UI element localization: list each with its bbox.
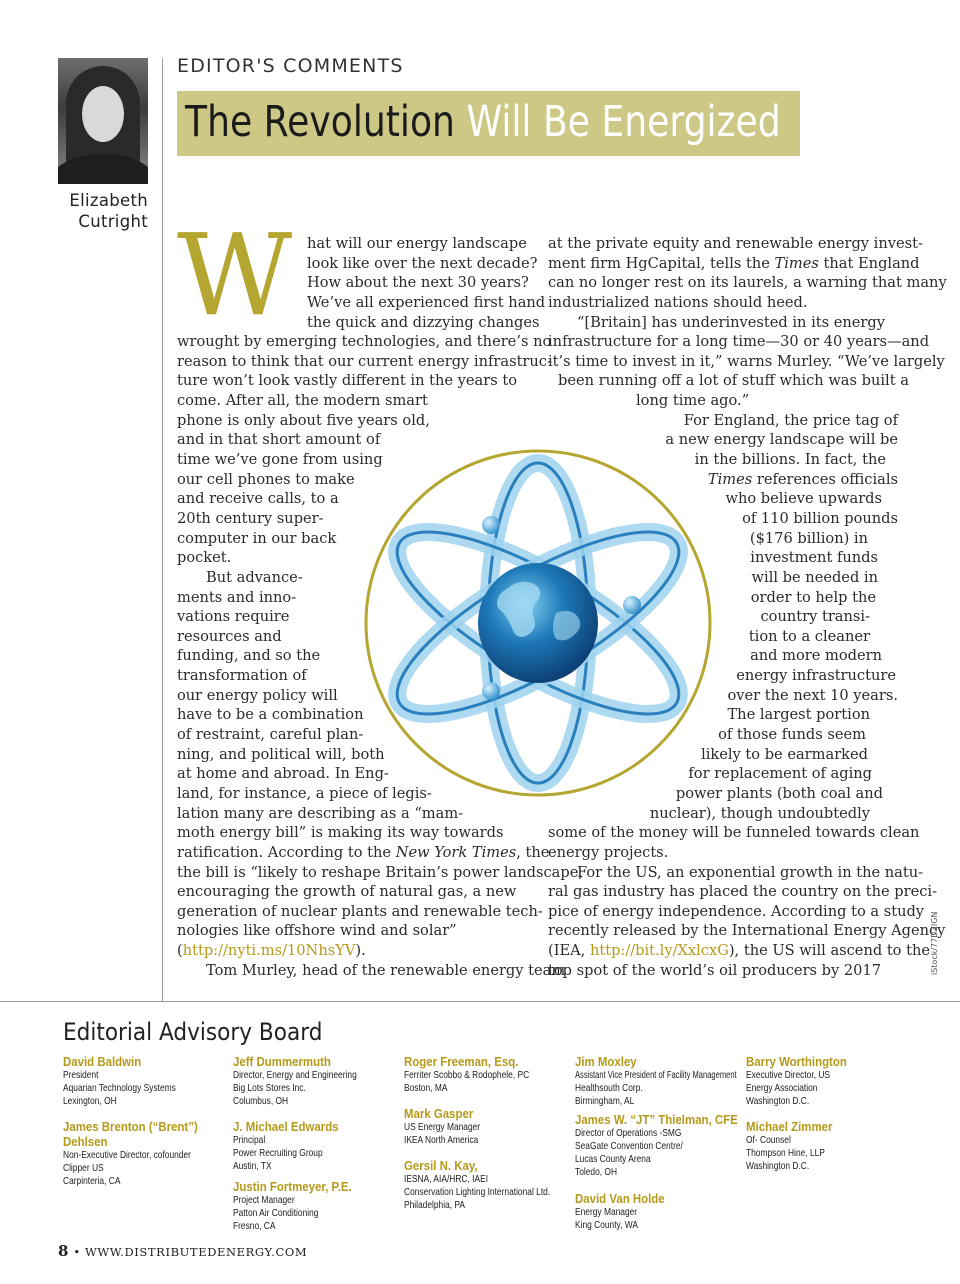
member-line: Washington D.C. <box>746 1160 810 1172</box>
member-line: Energy Association <box>746 1082 818 1094</box>
text-line: ture won’t look vastly different in the years to <box>177 372 518 390</box>
text-line: of 110 billion pounds <box>742 509 898 527</box>
text-fragment: ment firm HgCapital, tells the <box>548 254 770 272</box>
member-line: Healthsouth Corp. <box>575 1082 643 1094</box>
member-line: Principal <box>233 1134 266 1146</box>
text-fragment: ( <box>177 942 183 960</box>
times-title: Times <box>774 254 819 272</box>
atom-globe-illustration <box>358 413 718 833</box>
text-line: come. After all, the modern smart <box>177 392 428 410</box>
board-member <box>575 1191 677 1232</box>
member-line: Toledo, OH <box>575 1166 618 1178</box>
text-line: will be needed in <box>751 568 878 586</box>
text-line: at the private equity and renewable energy invest- <box>548 235 923 252</box>
photo-credit: iStock/77DZIGN <box>930 911 939 975</box>
member-line: Energy Manager <box>575 1206 638 1218</box>
member-line: IKEA North America <box>404 1134 479 1146</box>
orbit-node <box>482 682 500 700</box>
text-line: it’s time to invest in it,” warns Murley. “We’ve largely <box>548 352 945 370</box>
text-line: and in that short amount of <box>177 431 381 449</box>
board-member <box>233 1119 353 1173</box>
text-line: time we’ve gone from using <box>177 451 383 469</box>
board-member <box>63 1119 213 1188</box>
text-line: vations require <box>177 608 290 626</box>
member-name: David Van Holde <box>575 1191 665 1206</box>
text-line: land, for instance, a piece of legis- <box>177 784 432 802</box>
text-fragment: ), the US will ascend to the <box>728 942 931 960</box>
text-line: funding, and so the <box>177 647 321 665</box>
orbit-node <box>623 596 641 614</box>
text-line: and more modern <box>750 647 882 665</box>
member-name: David Baldwin <box>63 1054 142 1069</box>
author-photo <box>58 58 148 184</box>
section-label: EDITOR'S COMMENTS <box>177 55 404 77</box>
member-line: Conservation Lighting International Ltd. <box>404 1186 551 1198</box>
text-line: investment funds <box>750 549 878 567</box>
member-line: Austin, TX <box>233 1160 272 1172</box>
text-line: a new energy landscape will be <box>665 431 898 449</box>
vertical-divider <box>162 58 163 1002</box>
text-fragment: (IEA, <box>548 942 586 960</box>
times-title: Times <box>707 470 753 488</box>
member-name: James Brenton (“Brent”) Dehlsen <box>63 1119 198 1149</box>
text-line: of restraint, careful plan- <box>177 726 364 744</box>
member-line: Fresno, CA <box>233 1220 276 1232</box>
board-member <box>575 1112 760 1179</box>
author-first-name: Elizabeth <box>69 191 148 210</box>
text-line: energy infrastructure <box>736 667 896 685</box>
text-line: moth energy bill” is making its way towards <box>177 824 504 842</box>
member-line: Director, Energy and Engineering <box>233 1069 357 1081</box>
text-line: order to help the <box>750 588 876 606</box>
text-line: nuclear), though undoubtedly <box>649 804 870 822</box>
iea-link[interactable]: http://bit.ly/XxlcxG <box>589 942 729 960</box>
text-line: transformation of <box>177 667 307 685</box>
title-bar <box>177 91 800 156</box>
text-line: been running off a lot of stuff which was built a <box>558 372 909 390</box>
member-line: Non-Executive Director, cofounder <box>63 1149 191 1161</box>
member-line: Clipper US <box>63 1162 104 1174</box>
text-line: and receive calls, to a <box>177 490 339 508</box>
text-fragment: , <box>516 843 521 861</box>
text-line: industrialized nations should heed. <box>548 293 808 311</box>
member-name: Mark Gasper <box>404 1106 474 1121</box>
text-line: top spot of the world’s oil producers by 2017 <box>548 961 882 979</box>
member-name: Jim Moxley <box>575 1054 637 1069</box>
text-line: in the billions. In fact, the <box>694 451 886 469</box>
drop-cap: W <box>177 211 293 341</box>
member-name: Barry Worthington <box>746 1054 847 1069</box>
board-member <box>404 1054 560 1095</box>
text-line <box>548 941 931 961</box>
author-byline <box>69 190 148 232</box>
text-line: 20th century super- <box>177 509 324 527</box>
board-member <box>404 1158 587 1212</box>
text-line: pice of energy independence. According to a study <box>548 902 925 920</box>
text-line: ($176 billion) in <box>749 529 868 547</box>
footer-website[interactable]: WWW.DISTRIBUTEDENERGY.COM <box>84 1245 308 1259</box>
text-line: infrastructure for a long time—30 or 40 years—and <box>548 333 930 351</box>
text-line: The largest portion <box>727 706 870 724</box>
member-line: Birmingham, AL <box>575 1095 635 1107</box>
text-line: who believe upwards <box>725 490 882 508</box>
text-line: the quick and dizzying changes <box>307 313 540 331</box>
text-line: phone is only about five years old, <box>177 411 430 429</box>
member-line: Director of Operations -SMG <box>575 1127 682 1139</box>
member-name: Roger Freeman, Esq. <box>404 1054 519 1069</box>
board-member <box>746 1054 861 1108</box>
member-line: IESNA, AIA/HRC, IAEI <box>404 1173 489 1185</box>
member-line: Carpinteria, CA <box>63 1175 121 1187</box>
text-line: our energy policy will <box>177 686 338 704</box>
text-line: look like over the next decade? <box>307 254 538 272</box>
text-fragment: that England <box>823 254 920 272</box>
member-name: James W. “JT” Thielman, CFE <box>575 1112 738 1127</box>
author-last-name: Cutright <box>78 212 148 231</box>
text-line: hat will our energy landscape <box>307 235 527 252</box>
member-line: Ferriter Scobbo & Rodophele, PC <box>404 1069 530 1081</box>
member-line: Thompson Hine, LLP <box>746 1147 825 1159</box>
member-line: Big Lots Stores Inc. <box>233 1082 306 1094</box>
member-line: Power Recruiting Group <box>233 1147 323 1159</box>
title-part-2: Will Be Energized <box>466 97 781 147</box>
nyt-title: New York Times <box>395 843 517 861</box>
member-line: Project Manager <box>233 1194 295 1206</box>
member-line: Assistant Vice President of Facility Management <box>575 1069 737 1081</box>
text-line: have to be a combination <box>177 706 364 724</box>
text-line: some of the money will be funneled towards clean <box>548 824 920 842</box>
text-line: at home and abroad. In Eng- <box>177 765 389 783</box>
member-line: Of- Counsel <box>746 1134 791 1146</box>
orbit-node <box>482 516 500 534</box>
text-line: long time ago.” <box>636 392 750 410</box>
text-line: reason to think that our current energy infrastruc- <box>177 352 552 370</box>
member-line: Lucas County Arena <box>575 1153 651 1165</box>
text-line: our cell phones to make <box>177 470 355 488</box>
text-line: for replacement of aging <box>688 765 872 783</box>
member-line: Lexington, OH <box>63 1095 117 1107</box>
text-line: encouraging the growth of natural gas, a new <box>177 883 517 901</box>
footer-bullet: • <box>73 1245 81 1259</box>
nyt-link[interactable]: http://nyti.ms/10NhsYV <box>182 942 356 960</box>
text-fragment: ratification. According to the <box>177 843 392 861</box>
member-line: SeaGate Convention Centre/ <box>575 1140 683 1152</box>
member-name: Jeff Dummermuth <box>233 1054 331 1069</box>
horizontal-divider <box>0 1001 960 1002</box>
text-line: likely to be earmarked <box>701 745 868 763</box>
member-line: Patton Air Conditioning <box>233 1207 319 1219</box>
text-line: ral gas industry has placed the country on the preci- <box>548 883 938 901</box>
board-member <box>746 1119 845 1173</box>
text-line: power plants (both coal and <box>675 784 883 802</box>
member-name: Justin Fortmeyer, P.E. <box>233 1179 352 1194</box>
member-name: Michael Zimmer <box>746 1119 833 1134</box>
text-line: ning, and political will, both <box>177 745 385 763</box>
text-line: “[Britain] has underinvested in its energy <box>577 313 885 331</box>
text-line: tion to a cleaner <box>748 627 870 645</box>
page-title <box>185 93 781 151</box>
text-line: But advance- <box>206 568 303 586</box>
text-line <box>177 941 523 961</box>
text-line: computer in our back <box>177 529 337 547</box>
text-line <box>548 254 920 274</box>
text-line: How about the next 30 years? <box>307 274 529 292</box>
text-line: wrought by emerging technologies, and there’s no <box>177 333 552 351</box>
text-fragment: the <box>525 843 550 861</box>
text-fragment: references officials <box>756 470 898 488</box>
board-member <box>233 1179 368 1233</box>
text-line: the bill is “likely to reshape Britain’s power landscape, <box>177 863 583 881</box>
text-line: country transi- <box>760 608 870 626</box>
member-line: President <box>63 1069 99 1081</box>
member-line: King County, WA <box>575 1219 639 1231</box>
board-title: Editorial Advisory Board <box>63 1018 323 1046</box>
member-line: Philadelphia, PA <box>404 1199 466 1211</box>
text-line: lation many are describing as a “mam- <box>177 804 464 822</box>
text-line <box>177 843 550 863</box>
text-fragment: ). <box>355 942 366 960</box>
member-line: Executive Director, US <box>746 1069 831 1081</box>
page-number: 8 <box>58 1242 70 1260</box>
text-line: Tom Murley, head of the renewable energy team <box>206 961 566 979</box>
member-line: Washington D.C. <box>746 1095 810 1107</box>
member-line: Aquarian Technology Systems <box>63 1082 176 1094</box>
member-line: Boston, MA <box>404 1082 448 1094</box>
text-line: ments and inno- <box>177 588 297 606</box>
text-line: can no longer rest on its laurels, a warning that many <box>548 274 947 292</box>
page-footer <box>58 1242 307 1260</box>
text-line: For the US, an exponential growth in the natu- <box>577 863 924 881</box>
member-name: J. Michael Edwards <box>233 1119 339 1134</box>
text-line: pocket. <box>177 549 232 567</box>
board-member <box>404 1106 499 1147</box>
member-line: US Energy Manager <box>404 1121 481 1133</box>
text-line: over the next 10 years. <box>727 686 898 704</box>
board-member <box>233 1054 388 1108</box>
member-line: Columbus, OH <box>233 1095 289 1107</box>
text-line: For England, the price tag of <box>683 411 898 429</box>
text-line: energy projects. <box>548 843 669 861</box>
text-line: of those funds seem <box>718 726 866 744</box>
title-part-1: The Revolution <box>185 97 455 147</box>
text-line: We’ve all experienced first hand <box>307 293 546 311</box>
text-line: resources and <box>177 627 282 645</box>
text-line: generation of nuclear plants and renewable tech- <box>177 902 543 920</box>
text-line: recently released by the International Energy Agency <box>548 922 946 940</box>
board-member <box>63 1054 204 1108</box>
text-line: nologies like offshore wind and solar” <box>177 922 457 940</box>
member-name: Gersil N. Kay, <box>404 1158 478 1173</box>
